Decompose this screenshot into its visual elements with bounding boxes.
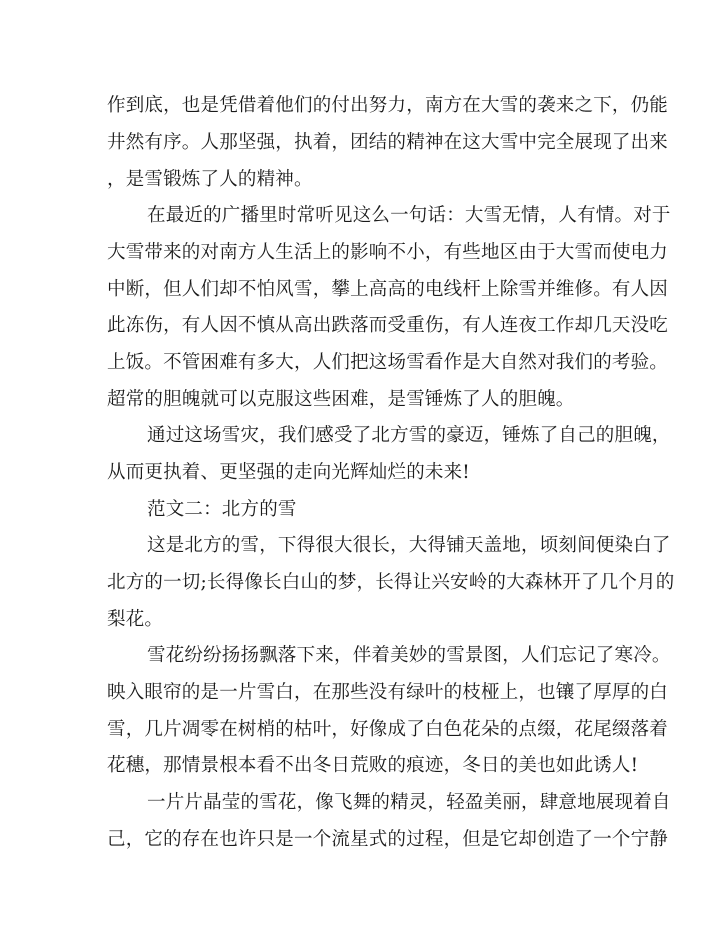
text-line: 从而更执着、更坚强的走向光辉灿烂的未来! — [107, 462, 470, 483]
paragraph-first-line: 这是北方的雪，下得很大很长，大得铺天盖地，顷刻间便染白了 — [147, 535, 671, 556]
text-line: 中断，但人们却不怕风雪，攀上高高的电线杆上除雪并维修。有人因 — [107, 279, 669, 300]
text-line: 梨花。 — [107, 609, 164, 630]
text-line: 大雪带来的对南方人生活上的影响不小，有些地区由于大雪而使电力 — [107, 242, 669, 263]
text-line: 雪，几片凋零在树梢的枯叶，好像成了白色花朵的点缀，花尾缀落着 — [107, 719, 669, 740]
text-line: 作到底，也是凭借着他们的付出努力，南方在大雪的袭来之下，仍能 — [107, 95, 669, 116]
paragraph-first-line: 在最近的广播里时常听见这么一句话：大雪无情，人有情。对于 — [147, 205, 671, 226]
text-line: 上饭。不管困难有多大，人们把这场雪看作是大自然对我们的考验。 — [107, 352, 669, 373]
text-line: 己，它的存在也许只是一个流星式的过程，但是它却创造了一个宁静 — [107, 829, 669, 850]
paragraph-first-line: 一片片晶莹的雪花，像飞舞的精灵，轻盈美丽，肆意地展现着自 — [147, 792, 671, 813]
paragraph-first-line: 通过这场雪灾，我们感受了北方雪的豪迈，锤炼了自己的胆魄， — [147, 425, 671, 446]
text-line: 映入眼帘的是一片雪白，在那些没有绿叶的枝桠上，也镶了厚厚的白 — [107, 682, 669, 703]
text-line: 超常的胆魄就可以克服这些困难，是雪锤炼了人的胆魄。 — [107, 389, 575, 410]
paragraph-first-line: 雪花纷纷扬扬飘落下来，伴着美妙的雪景图，人们忘记了寒冷。 — [147, 645, 671, 666]
text-line: 北方的一切;长得像长白山的梦，长得让兴安岭的大森林开了几个月的 — [107, 572, 675, 593]
text-line: 花穗，那情景根本看不出冬日荒败的痕迹，冬日的美也如此诱人! — [107, 755, 639, 776]
text-line: ，是雪锻炼了人的精神。 — [107, 169, 313, 190]
section-heading: 范文二：北方的雪 — [147, 499, 297, 520]
text-line: 此冻伤，有人因不慎从高出跌落而受重伤，有人连夜工作却几天没吃 — [107, 315, 669, 336]
text-line: 井然有序。人那坚强，执着，团结的精神在这大雪中完全展现了出来 — [107, 132, 669, 153]
